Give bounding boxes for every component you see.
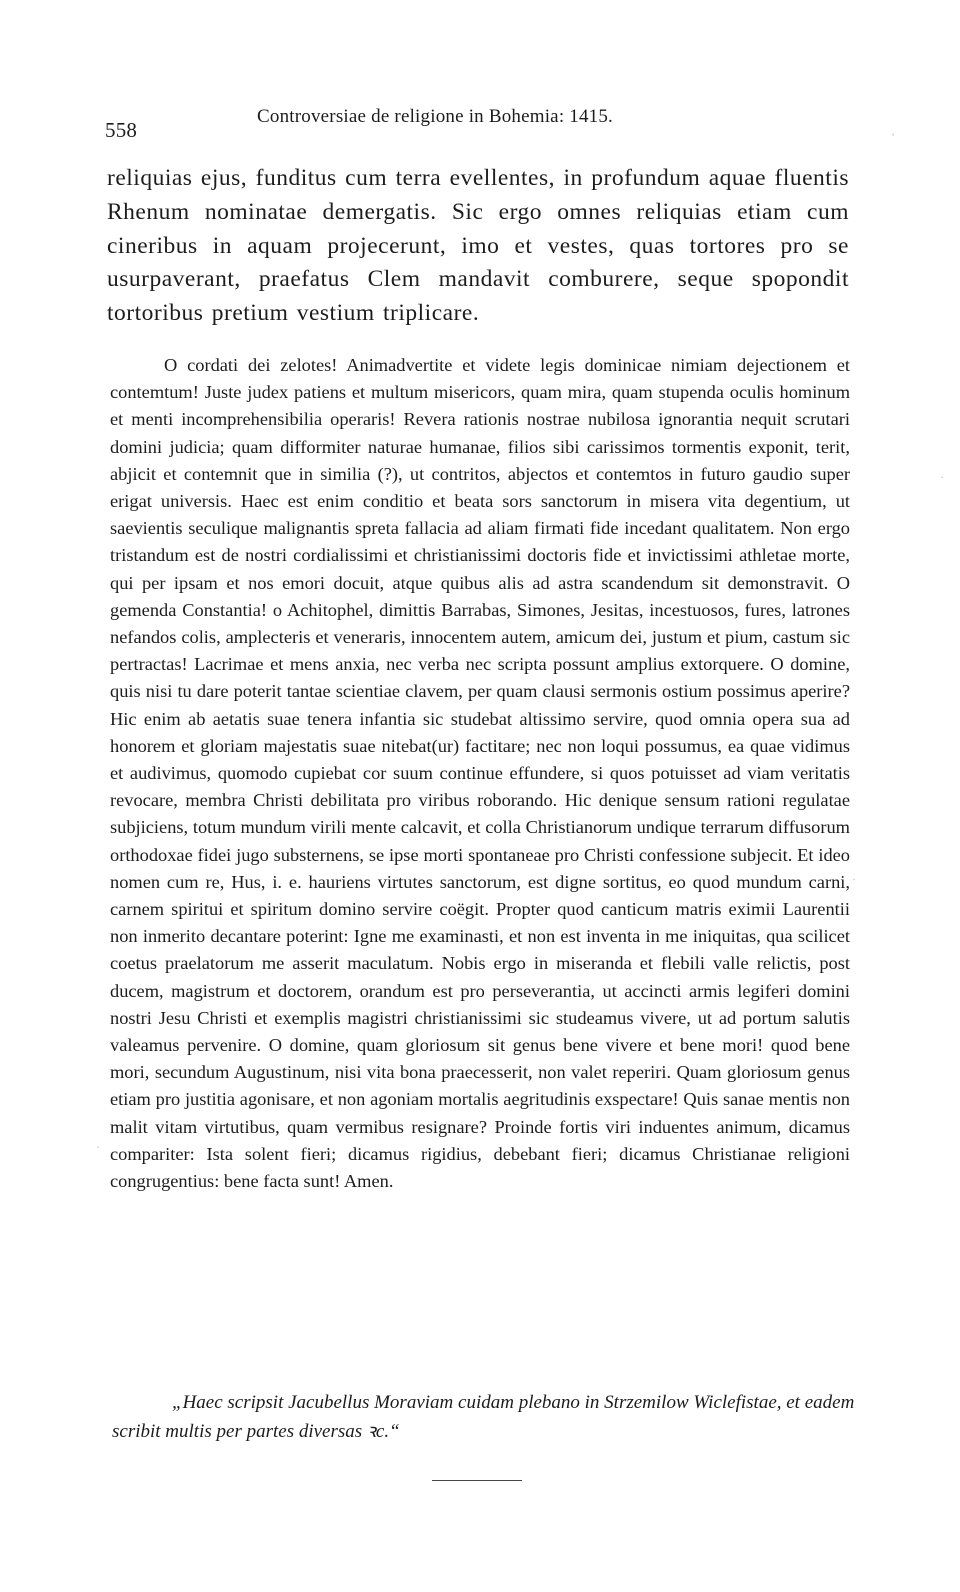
body-paragraph-2: O cordati dei zelotes! Animadvertite et videte legis dominicae nimiam dejectionem et contemtum! Juste judex patiens et multum misericors, quam mira, quam stupenda oculis hominum et menti incomprehensibilia operaris! Revera rationis nostrae nubilosa ignorantia nequit scrutari domini judicia; quam difformiter naturae humanae, filios sibi carissimos tormentis exponit, terit, abjicit et contemnit que in similia (?), ut contritos, abjectos et contemtos in futuro gaudio super erigat universis. Haec est enim conditio et beata sors sanctorum in misera vita degentium, ut saevientis seculique malignantis spreta fallacia ad aliam firmati fide incedant qualitatem. Non ergo tristandum est de nostri cordialissimi et christianissimi doctoris fide et invictissimi athletae morte, qui per ipsam et nos emori docuit, atque quibus alis ad astra scandendum sit demonstravit. O gemenda Constantia! o Achitophel, dimittis Barrabas, Simones, Jesitas, incestuosos, fures, latrones nefandos colis, amplecteris et veneraris, innocentem autem, amicum dei, justum et pium, castum sic pertractas! Lacrimae et mens anxia, nec verba nec scripta possunt amplius extorquere. O domine, quis nisi tu dare poterit tantae scientiae clavem, per quam clausi sermonis ostium possimus aperire? Hic enim ab aetatis suae tenera infantia sic studebat altissimo servire, quod omnia opera sua ad honorem et gloriam majestatis suae nitebat(ur) factitare; nec non loqui possumus, ea quae vidimus et audivimus, quomodo cupiebat cor suum continue effundere, si quos potuisset ad viam veritatis revocare, membra Christi debilitata pro viribus roborando. Hic denique sensum rationi regulatae subjiciens, totum mundum virili mente calcavit, et colla Christianorum undique terrarum diffusorum orthodoxae fidei jugo substernens, se ipse morti spontaneae pro Christi confessione subjecit. Et ideo nomen cum re, Hus, i. e. hauriens virtutes sanctorum, est digne sortitus, eo quod mundum carni, carnem spiritui et spiritum domino servire coëgit. Propter quod canticum matris eximii Laurentii non inmerito decantare poterint: Igne me examinasti, et non est inventa in me iniquitas, qua scilicet coetus praelatorum me asserit maculatum. Nobis ergo in miseranda et flebili valle relictis, post ducem, magistrum et doctorem, orandum est pro perseverantia, ut accincti armis legiferi domini nostri Jesu Christi et exemplis magistri christianissimi sic studeamus vivere, ut ad portum salutis valeamus pervenire. O domine, quam gloriosum sit genus bene vivere et bene mori! quod bene mori, secundum Augustinum, nisi vita bona praecesserit, non valet reperiri. Quam gloriosum genus etiam pro justitia agonisare, et non agoniam mortalis aegritudinis exspectare! Quis sanae mentis non malit vitam virtutibus, quam vermibus resignare? Proinde fortis viri induentes animum, dicamus compariter: Ista solent fieri; dicamus rigidius, debebant fieri; dicamus Christianae religioni congrugentius: bene facta sunt! Amen.: [110, 355, 850, 1192]
margin-mark: ·: [940, 470, 944, 484]
body-paragraph-1: reliquias ejus, funditus cum terra evellentes, in profundum aquae fluentis Rhenum nominatae demergatis. Sic ergo omnes reliquias etiam cum cineribus in aquam projecerunt, imo et vestes, quas tortores pro se usurpaverant, praefatus Clem mandavit comburere, seque spopondit tortoribus pretium vestium triplicare.: [107, 165, 849, 327]
closing-quote: „Haec scripsit Jacubellus Moraviam cuidam plebano in Strzemilow Wiclefistae, et eadem scribit multis per partes diversas ꝛc.“: [112, 1392, 855, 1442]
margin-mark: ·: [852, 872, 856, 886]
margin-mark: ·: [96, 1140, 100, 1154]
closing-rule: [432, 1480, 522, 1481]
margin-mark: ': [892, 130, 895, 144]
running-title: Controversiae de religione in Bohemia: 1415.: [257, 106, 613, 127]
page-number: 558: [105, 118, 138, 142]
